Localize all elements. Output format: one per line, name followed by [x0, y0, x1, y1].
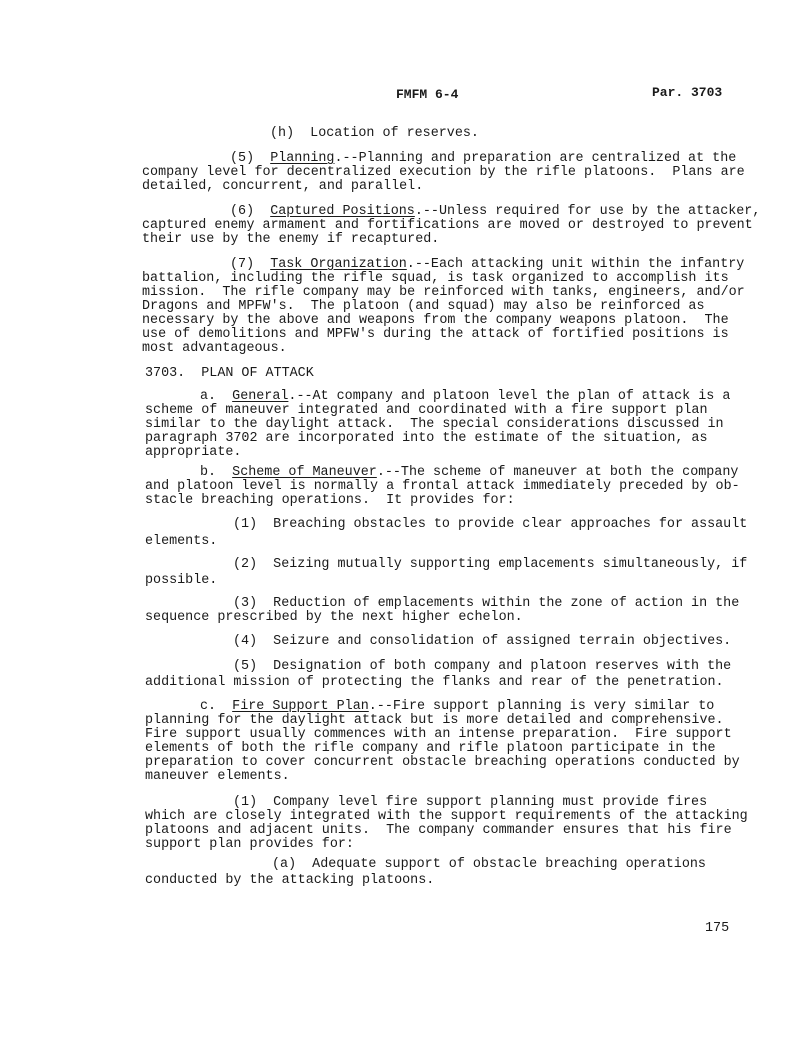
paragraph-5-title: Planning — [270, 151, 335, 166]
scheme-item-2-cont: possible. — [145, 573, 218, 588]
paragraph-b-line-1 — [200, 466, 738, 480]
scheme-item-5-cont: additional mission of protecting the flanks and rear of the penetration. — [145, 675, 724, 690]
paragraph-7-title: Task Organization — [270, 257, 407, 272]
paragraph-c-line-2: planning for the daylight attack but is more detailed and comprehensive. — [145, 713, 724, 728]
paragraph-7-line-1 — [230, 258, 744, 272]
paragraph-c-text: .--Fire support planning is very similar to — [368, 699, 715, 714]
paragraph-b-title: Scheme of Maneuver — [232, 465, 377, 480]
paragraph-a-num: a. — [200, 389, 217, 404]
paragraph-c-1-line-2: which are closely integrated with the support requirements of the attacking — [145, 809, 748, 824]
item-h: (h) Location of reserves. — [270, 126, 479, 141]
paragraph-7-line-6: use of demolitions and MPFW's during the attack of fortified positions is — [142, 327, 729, 342]
paragraph-c-1-line-4: support plan provides for: — [145, 837, 354, 852]
paragraph-a-line-3: similar to the daylight attack. The special considerations discussed in — [145, 417, 724, 432]
paragraph-7-line-3: mission. The rifle company may be reinforced with tanks, engineers, and/or — [142, 285, 745, 300]
paragraph-c-num: c. — [200, 699, 217, 714]
paragraph-5-line-2: company level for decentralized execution by the rifle platoons. Plans are — [142, 165, 745, 180]
paragraph-5-num: (5) — [230, 151, 255, 166]
paragraph-6-line-2: captured enemy armament and fortifications are moved or destroyed to prevent — [142, 218, 753, 233]
paragraph-6-text: .--Unless required for use by the attacker, — [414, 204, 761, 219]
paragraph-c-line-4: elements of both the rifle company and rifle platoon participate in the — [145, 741, 716, 756]
paragraph-7-text: .--Each attacking unit within the infantry — [406, 257, 745, 272]
paragraph-a-title: General — [232, 389, 289, 404]
paragraph-6-line-3: their use by the enemy if recaptured. — [142, 232, 440, 247]
paragraph-5-line-1 — [230, 152, 736, 166]
document-id: FMFM 6-4 — [396, 87, 459, 102]
section-heading: 3703. PLAN OF ATTACK — [145, 366, 314, 381]
scheme-item-5: (5) Designation of both company and platoon reserves with the — [233, 659, 732, 674]
paragraph-a-line-2: scheme of maneuver integrated and coordinated with a fire support plan — [145, 403, 708, 418]
paragraph-c-line-3: Fire support usually commences with an intense preparation. Fire support — [145, 727, 732, 742]
page-number: 175 — [705, 921, 730, 936]
paragraph-a-line-4: paragraph 3702 are incorporated into the estimate of the situation, as — [145, 431, 708, 446]
paragraph-b-line-2: and platoon level is normally a frontal attack immediately preceded by ob- — [145, 479, 740, 494]
paragraph-c-1-line-1: (1) Company level fire support planning must provide fires — [233, 795, 708, 810]
scheme-item-2: (2) Seizing mutually supporting emplacements simultaneously, if — [233, 557, 748, 572]
paragraph-c-1-line-3: platoons and adjacent units. The company commander ensures that his fire — [145, 823, 732, 838]
paragraph-6-line-1 — [230, 205, 760, 219]
paragraph-c-line-5: preparation to cover concurrent obstacle breaching operations conducted by — [145, 755, 740, 770]
scheme-item-1-cont: elements. — [145, 534, 218, 549]
scheme-item-1: (1) Breaching obstacles to provide clear approaches for assault — [233, 517, 748, 532]
scheme-item-3: (3) Reduction of emplacements within the zone of action in the — [233, 596, 740, 611]
paragraph-a-line-1 — [200, 390, 730, 404]
paragraph-a-text: .--At company and platoon level the plan of attack is a — [288, 389, 731, 404]
paragraph-reference: Par. 3703 — [652, 85, 723, 100]
paragraph-c-1-a-line-1: (a) Adequate support of obstacle breaching operations — [272, 857, 706, 872]
paragraph-7-line-7: most advantageous. — [142, 341, 287, 356]
paragraph-5-text: .--Planning and preparation are centralized at the — [334, 151, 737, 166]
paragraph-b-num: b. — [200, 465, 217, 480]
paragraph-7-line-2: battalion, including the rifle squad, is task organized to accomplish its — [142, 271, 729, 286]
paragraph-c-1-a-line-2: conducted by the attacking platoons. — [145, 873, 435, 888]
paragraph-b-line-3: stacle breaching operations. It provides for: — [145, 493, 515, 508]
paragraph-c-title: Fire Support Plan — [232, 699, 369, 714]
paragraph-7-line-5: necessary by the above and weapons from the company weapons platoon. The — [142, 313, 729, 328]
paragraph-a-line-5: appropriate. — [145, 445, 242, 460]
paragraph-7-line-4: Dragons and MPFW's. The platoon (and squad) may also be reinforced as — [142, 299, 705, 314]
paragraph-7-num: (7) — [230, 257, 255, 272]
paragraph-5-line-3: detailed, concurrent, and parallel. — [142, 179, 424, 194]
scheme-item-3-cont: sequence prescribed by the next higher echelon. — [145, 610, 523, 625]
paragraph-c-line-1 — [200, 700, 714, 714]
scheme-item-4: (4) Seizure and consolidation of assigned terrain objectives. — [233, 634, 732, 649]
paragraph-6-title: Captured Positions — [270, 204, 415, 219]
paragraph-b-text: .--The scheme of maneuver at both the company — [376, 465, 739, 480]
paragraph-c-line-6: maneuver elements. — [145, 769, 290, 784]
paragraph-6-num: (6) — [230, 204, 255, 219]
